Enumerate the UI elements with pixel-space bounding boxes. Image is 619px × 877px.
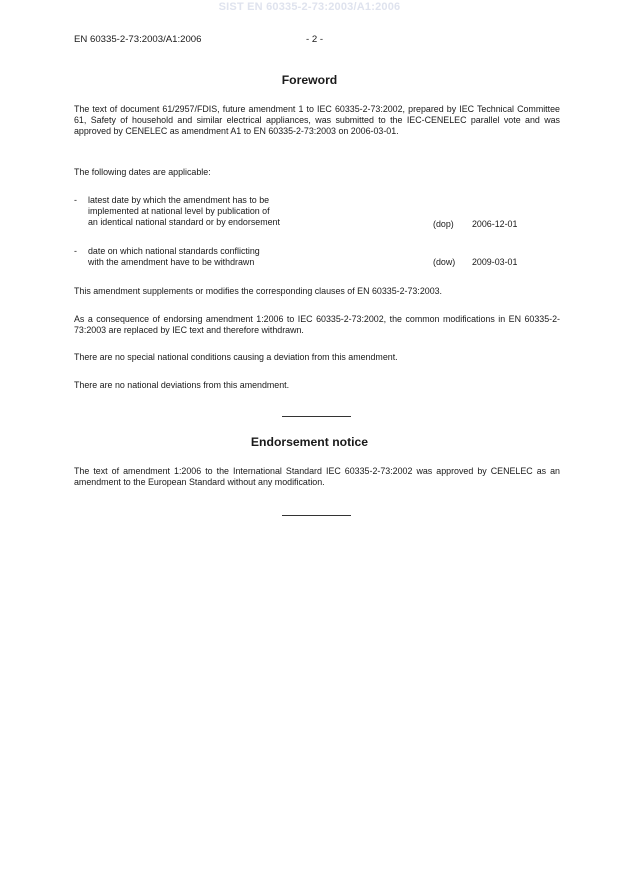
date-value-dop: 2006-12-01 (472, 219, 518, 229)
page-number: - 2 - (306, 34, 324, 45)
date-item-line: with the amendment have to be withdrawn (88, 257, 255, 267)
date-item-dop (88, 195, 418, 228)
end-divider (282, 515, 351, 516)
dates-intro: The following dates are applicable: (74, 167, 211, 177)
national-deviations-text: There are no national deviations from this amendment. (74, 380, 290, 390)
consequence-text: As a consequence of endorsing amendment 1:2006 to IEC 60335-2-73:2002, the common modifications in EN 60335-2-73:2003 are replaced by IEC text and therefore withdrawn. (74, 314, 560, 335)
section-divider (282, 416, 351, 417)
supplement-text: This amendment supplements or modifies the corresponding clauses of EN 60335-2-73:2003. (74, 286, 443, 296)
foreword-intro: The text of document 61/2957/FDIS, future amendment 1 to IEC 60335-2-73:2002, prepared by IEC Technical Committee 61, Safety of household and similar electrical appliances, was submitted to the IEC-CENELEC parallel vote and was approved by CENELEC as amendment A1 to EN 60335-2-73:2003 on 2006-03-01. (74, 104, 560, 136)
date-abbr-dop: (dop) (433, 219, 454, 229)
list-dash: - (74, 246, 77, 256)
special-conditions-text: There are no special national conditions causing a deviation from this amendment. (74, 352, 398, 362)
list-dash: - (74, 195, 77, 205)
date-item-dow (88, 246, 418, 268)
endorsement-title: Endorsement notice (250, 435, 369, 449)
date-value-dow: 2009-03-01 (472, 257, 518, 267)
date-item-line: implemented at national level by publication of (88, 206, 270, 216)
date-item-line: date on which national standards conflicting (88, 246, 260, 256)
watermark: SIST EN 60335-2-73:2003/A1:2006 (218, 1, 401, 13)
endorsement-text: The text of amendment 1:2006 to the International Standard IEC 60335-2-73:2002 was approved by CENELEC as an amendment to the European Standard without any modification. (74, 466, 560, 487)
date-item-line: latest date by which the amendment has to be (88, 195, 270, 205)
date-item-line: an identical national standard or by endorsement (88, 217, 280, 227)
date-abbr-dow: (dow) (433, 257, 456, 267)
header-doc-id: EN 60335-2-73:2003/A1:2006 (74, 34, 202, 45)
foreword-title: Foreword (281, 73, 338, 87)
